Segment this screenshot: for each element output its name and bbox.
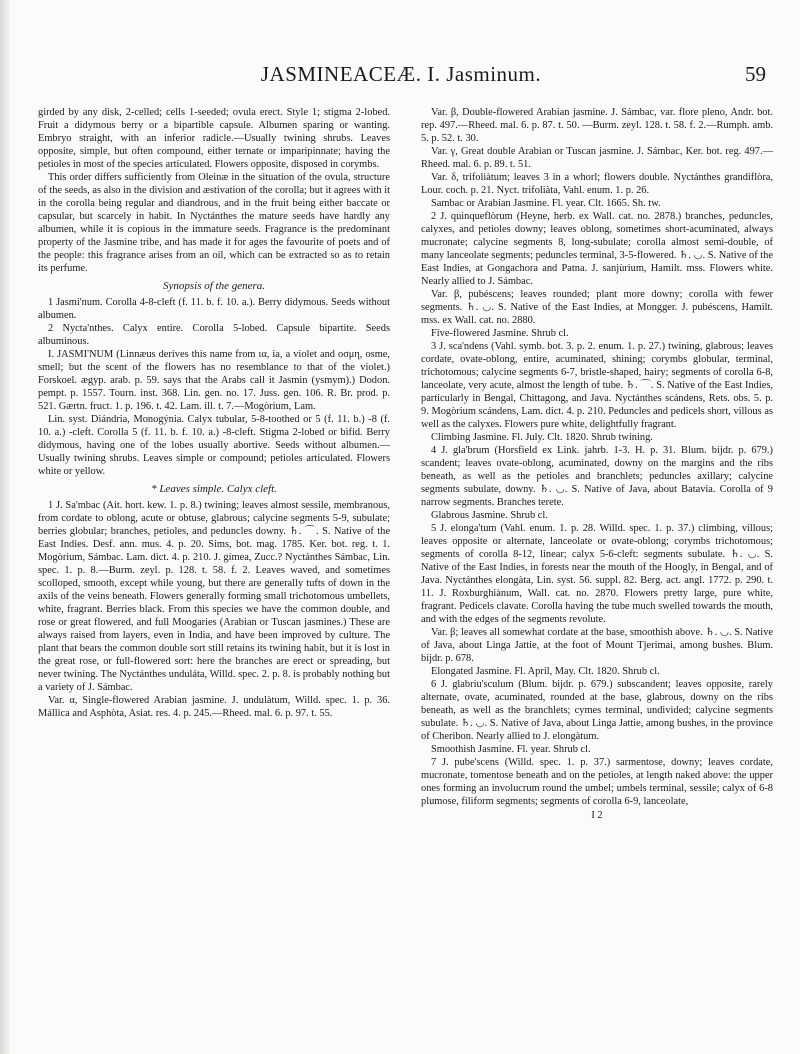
paragraph: 4 J. gla'brum (Horsfield ex Link. jahrb. 1-3. H. p. 31. Blum. bijdr. p. 679.) scandent; leaves ovate-oblong, acuminated, downy on the margins and the ribs beneath, as well as the petioles and branchlets; peduncles axillary; calycine segments subulate, downy. ♄. ◡. S. Native of Java, about Batavia. Corolla of 9 narrow segments. Branches terete. — [421, 445, 773, 508]
paragraph: Elongated Jasmine. Fl. April, May. Clt. 1820. Shrub cl. — [431, 666, 660, 677]
paragraph: Sambac or Arabian Jasmine. Fl. year. Clt. 1665. Sh. tw. — [431, 198, 661, 209]
paragraph: Var. β, Double-flowered Arabian jasmine. J. Sámbac, var. flore pleno, Andr. bot. rep. 497.—Rheed. mal. 6. p. 87. t. 50. —Burm. zeyl. 128. t. 58. f. 2.—Rumph. amb. 5. p. 52. t. 30. — [421, 107, 773, 144]
paragraph: Lin. syst. Diándria, Monogýnia. Calyx tubular, 5-8-toothed or 5 (f. 11. b.) -8 (f. 10. a.) -cleft. Corolla 5 (f. 11. b. f. 10. a.) -8-cleft. Stigma 2-lobed or bifid. Berry didymous, having one of the lobes usually abortive. Seeds without albumen.—Usually twining shrubs. Leaves simple or compound; petioles articulated. Flowers white or yellow. — [38, 414, 390, 477]
paragraph: girded by any disk, 2-celled; cells 1-seeded; ovula erect. Style 1; stigma 2-lobed. Fruit a didymous berry or a bipartible capsule. Albumen sparing or wanting. Embryo straight, with an inferior radicle.—Usually twining shrubs. Leaves opposite, simple, but often compound, either ternate or imparipinnate; having the petioles in most of the species articulated. Flowers opposite, disposed in corymbs. — [38, 107, 390, 170]
paragraph: This order differs sufficiently from Oleinæ in the situation of the ovula, structure of the seeds, as also in the division and æstivation of the corolla; but it agrees with it in the corolla being regular and diandrous, and in the fruit being either baccate or capsular, but scarcely in habit. In Nyctánthes the mature seeds have hardly any albumen, while it is copious in the immature seeds. Fragrance is the predominant property of the Jasmine tribe, and has made it for ages the favourite of poets and of the people: this fragrance arises from an oil, which can be extracted so as to retain its perfume. — [38, 172, 390, 274]
text-columns — [38, 106, 773, 821]
left-column — [38, 106, 390, 821]
paragraph: Five-flowered Jasmine. Shrub cl. — [431, 328, 569, 339]
paragraph: 6 J. glabriu'sculum (Blum. bijdr. p. 679.) subscandent; leaves opposite, rarely alternate, ovate, acuminated, rounded at the base, glabrous, downy on the ribs beneath, as well as the branchlets; cymes terminal, undivided; calycine segments subulate. ♄. ◡. S. Native of Java, about Linga Jattie, among bushes, in the province of Cheribon. Nearly allied to J. elongàtum. — [421, 679, 773, 742]
paragraph: I. JASMI'NUM (Linnæus derives this name from ια, ia, a violet and οσμη, osme, smell; but the scent of the flowers has no resemblance to that of the violet.) Forskoel. ægyp. arab. p. 59. says that the Arabs call it Jasmin (ysmym).) Dodon. pempt. p. 1557. Tourn. inst. 368. Lin. gen. no. 17. Juss. gen. 106. R. Br. prod. p. 521. Gærtn. fruct. 1. p. 196. t. 42. Lam. ill. t. 7.—Mogòrium, Lam. — [38, 349, 390, 412]
page-binding-shadow — [0, 0, 10, 1054]
paragraph: Var. δ, trifoliàtum; leaves 3 in a whorl; flowers double. Nyctánthes grandiflòra, Lour. coch. p. 21. Nyct. trifoliàta, Vahl. enum. 1. p. 26. — [421, 172, 773, 196]
paragraph: Var. β; leaves all somewhat cordate at the base, smoothish above. ♄. ◡. S. Native of Java, about Linga Jattie, at the foot of Mount Tjerimai, among bushes. Blum. bijdr. p. 678. — [421, 627, 773, 664]
paragraph: Var. β, pubéscens; leaves rounded; plant more downy; corolla with fewer segments. ♄. ◡. S. Native of the East Indies, at Mongger. J. pubéscens, Hamilt. mss. ex Wall. cat. no. 2880. — [421, 289, 773, 326]
paragraph: 5 J. elonga'tum (Vahl. enum. 1. p. 28. Willd. spec. 1. p. 37.) climbing, villous; leaves opposite or alternate, lanceolate or ovate-oblong; corymbs trichotomous; segments of corolla 8-12, linear; calyx 5-6-cleft: segments subulate. ♄. ◡. S. Native of the East Indies, in forests near the mouth of the Hoogly, in Bengal, and of Java. Nyctánthes elongàta, Lin. syst. 56. suppl. 82. Berg. act. angl. 1772. p. 290. t. 11. J. Roxburghiànum, Wall. cat. no. 2870. Flowers pretty large, pure white, fragrant. Pedicels clavate. Corolla having the tube much swelled towards the mouth, and with the edges of the segments revolute. — [421, 523, 773, 625]
section-heading: Synopsis of the genera. — [162, 280, 266, 292]
paragraph: Var. γ, Great double Arabian or Tuscan jasmine. J. Sámbac, Ker. bot. reg. 497.—Rheed. mal. 6. p. 89. t. 51. — [421, 146, 773, 170]
signature-mark: I 2 — [591, 810, 603, 821]
paragraph: Var. α, Single-flowered Arabian jasmine. J. undulàtum, Willd. spec. 1. p. 36. Mállica and Asphòta, Asiat. res. 4. p. 245.—Rheed. mal. 6. p. 97. t. 55. — [38, 695, 390, 719]
paragraph: 3 J. sca'ndens (Vahl. symb. bot. 3. p. 2. enum. 1. p. 27.) twining, glabrous; leaves cordate, ovate-oblong, entire, acuminated, shining; corymbs globular, terminal, trichotomous; calycine segments 6-7, bristle-shaped, hairy; segments of corolla 6-8, lanceolate, very acute, almost the length of tube. ♄. ⌒. S. Native of the East Indies, particularly in Bengal, Chittagong, and Java. Nyctánthes scándens, Rets. obs. 5. p. 9. Mogòrium scándens, Lam. dict. 4. p. 210. Peduncles and pedicels short, villous as well as the calyxes. Flowers pure white, delightfully fragrant. — [421, 341, 773, 430]
paragraph: 1 Jasmi'num. Corolla 4-8-cleft (f. 11. b. f. 10. a.). Berry didymous. Seeds without albumen. — [38, 297, 390, 321]
page-header — [36, 62, 766, 90]
page-number: 59 — [745, 62, 766, 86]
paragraph: Smoothish Jasmine. Fl. year. Shrub cl. — [431, 744, 591, 755]
paragraph: 7 J. pube'scens (Willd. spec. 1. p. 37.) sarmentose, downy; leaves cordate, mucronate, tomentose beneath and on the petioles, at length naked above: the upper ones forming an involucrum round the umbel; umbels terminal, sessile; calyx of 6-8 plumose, filiform segments; segments of corolla 6-9, lanceolate, — [421, 757, 773, 807]
right-column — [421, 106, 773, 821]
paragraph: 2 Nycta'nthes. Calyx entire. Corolla 5-lobed. Capsule bipartite. Seeds albuminous. — [38, 323, 390, 347]
paragraph: Glabrous Jasmine. Shrub cl. — [431, 510, 548, 521]
paragraph: 2 J. quinqueflòrum (Heyne, herb. ex Wall. cat. no. 2878.) branches, peduncles, calyxes, and petioles downy; leaves oblong, sometimes short-acuminated, always mucronate; calycine segments 8, long-subulate; corolla almost semi-double, of many lanceolate segments; peduncles terminal, 3-5-flowered. ♄. ◡. S. Native of the East Indies, at Gongachora and Patna. J. sanjùrium, Hamilt. mss. Flowers white. Nearly allied to J. Sámbac. — [421, 211, 773, 287]
section-heading: * Leaves simple. Calyx cleft. — [151, 483, 277, 495]
paragraph: Climbing Jasmine. Fl. July. Clt. 1820. Shrub twining. — [431, 432, 653, 443]
running-head: JASMINEACEÆ. I. Jasminum. — [260, 62, 542, 86]
paragraph: 1 J. Sa'mbac (Ait. hort. kew. 1. p. 8.) twining; leaves almost sessile, membranous, from cordate to oblong, acute or obtuse, glabrous; calycine segments 5-9, subulate; berries globular; branches, petioles, and peduncles downy. ♄. ⌒. S. Native of the East Indies. Desf. ann. mus. 4. p. 20. Sims, bot. mag. 1785. Ker. bot. reg. t. 1. Mogòrium, Sámbac. Lam. dict. 4. p. 210. J. gímea, Zucc.? Nyctánthes Sámbac, Lin. spec. 1. p. 8.—Burm. zeyl. p. 128. t. 58. f. 2. Leaves waved, and sometimes scolloped, smooth, except while young, but there are generally tufts of down in the axils of the veins beneath. Flowers generally forming small trichotomous umbellets, white, fragrant. Berries black. From this species we have the common double, and rose or great flowered, and full Moogaries (Arabian or Tuscan jasmines.) These are always raised from layers, even in India, and have been improved by culture. The plant that bears the common double sort still retains its twining habit, but it is lost in the great rose, or full-flowered sort: here the branches are erect or spreading, but never twining. The Nyctánthes unduláta, Willd. spec. 2. p. 8. is probably nothing but a variety of J. Sámbac. — [38, 500, 390, 693]
